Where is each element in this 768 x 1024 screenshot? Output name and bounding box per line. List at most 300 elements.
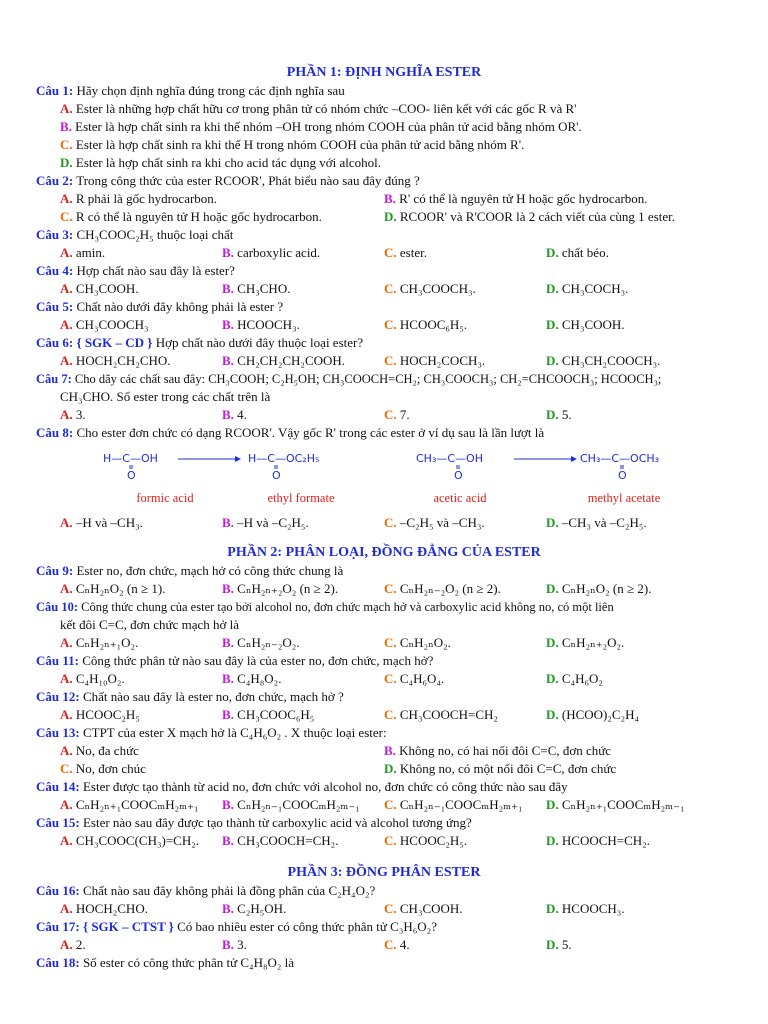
option-text: ester.: [396, 245, 427, 260]
option-text: C₄H₆O₂: [558, 671, 603, 686]
option-a: [60, 316, 222, 334]
question-text: Cho dãy các chất sau đây: CH₃COOH; C₂H₅OH; CH₃COOCH=CH₂; CH₃COOCH₃; CH₂=CHCOOCH₃; HCOOCH₃;: [71, 372, 662, 386]
option-b: [36, 118, 732, 136]
option-text: CₙH₂ₙ₋₂O₂.: [233, 635, 300, 650]
option-label: A.: [60, 191, 73, 206]
option-c: [384, 352, 546, 370]
question-number: Câu 14:: [36, 779, 80, 794]
option-text: (HCOO)₂C₂H₄: [558, 707, 640, 722]
option-label: D.: [546, 245, 559, 260]
option-d: [546, 670, 708, 688]
option-d: [546, 634, 708, 652]
option-text: R' có thể là nguyên tử H hoặc gốc hydrocarbon.: [395, 191, 648, 206]
option-label: B.: [222, 317, 234, 332]
arrow-head-icon: [235, 456, 241, 462]
acetate-reaction: [406, 442, 706, 514]
option-label: B.: [222, 515, 234, 530]
option-text: –CH₃ và –C₂H₅.: [558, 515, 647, 530]
option-label: C.: [384, 833, 397, 848]
option-text: C₄H₁₀O₂.: [72, 671, 125, 686]
option-c: [384, 832, 546, 850]
question-text: Số ester có công thức phân tử C₄H₈O₂ là: [79, 955, 295, 970]
option-b: [222, 634, 384, 652]
option-d: [546, 900, 708, 918]
option-a: [60, 706, 222, 724]
option-label: C.: [384, 281, 397, 296]
question-6: [36, 334, 732, 352]
options-row: [36, 634, 732, 652]
option-label: A.: [60, 937, 73, 952]
option-b: [222, 514, 384, 532]
option-text: CH₃COOC(CH₃)=CH₂.: [72, 833, 200, 848]
option-text: C₄H₈O₂.: [233, 671, 282, 686]
question-number: Câu 15:: [36, 815, 80, 830]
option-c: [384, 670, 546, 688]
question-text: CTPT của ester X mạch hở là C₄H₆O₂ . X thuộc loại ester:: [79, 725, 387, 740]
options-row: [36, 670, 732, 688]
option-text: CH₃COCH₃.: [558, 281, 629, 296]
options-row: [36, 280, 732, 298]
question-text: Hãy chọn định nghĩa đúng trong các định nghĩa sau: [73, 83, 345, 98]
question-number: Câu 9:: [36, 563, 74, 578]
option-b: [222, 352, 384, 370]
question-number: Câu 10:: [36, 600, 79, 614]
option-c: [384, 936, 546, 954]
option-label: A.: [60, 353, 73, 368]
option-text: HCOOC₂H₅: [72, 707, 140, 722]
question-10: [36, 598, 732, 616]
option-d: [546, 936, 708, 954]
option-label: C.: [384, 635, 397, 650]
options-row: [36, 208, 732, 226]
option-label: A.: [60, 317, 73, 332]
option-label: B.: [222, 833, 234, 848]
option-text: HCOOCH₃.: [558, 901, 625, 916]
option-text: 5.: [558, 937, 572, 952]
option-label: B.: [222, 797, 234, 812]
option-label: B.: [222, 281, 234, 296]
oxygen-label: O: [617, 469, 627, 482]
option-d: [546, 832, 708, 850]
option-text: Ester là hợp chất sinh ra khi thế nhóm –OH trong nhóm COOH của phân tử acid bằng nhóm OR'.: [71, 119, 582, 134]
ethyl-formate-name: ethyl formate: [267, 491, 334, 505]
option-b: [222, 670, 384, 688]
option-text: C₄H₆O₄.: [396, 671, 445, 686]
option-a: [60, 742, 384, 760]
option-text: 3.: [72, 407, 86, 422]
option-text: No, đơn chúc: [72, 761, 146, 776]
option-label: D.: [546, 901, 559, 916]
question-number: Câu 16:: [36, 883, 80, 898]
option-text: CₙH₂ₙ₋₁COOCₘH₂ₘ₋₁: [233, 797, 360, 812]
option-c: [60, 208, 384, 226]
question-4: [36, 262, 732, 280]
option-text: –H và –CH₃.: [72, 515, 143, 530]
oxygen-label: O: [271, 469, 281, 482]
section-title-1: PHẦN 1: ĐỊNH NGHĨA ESTER: [286, 65, 482, 80]
option-a: [60, 832, 222, 850]
option-label: C.: [384, 707, 397, 722]
option-d: [36, 154, 732, 172]
option-label: D.: [546, 581, 559, 596]
option-a: [60, 936, 222, 954]
option-a: [36, 100, 732, 118]
option-c: [384, 580, 546, 598]
option-label: B.: [222, 937, 234, 952]
option-text: CₙH₂ₙ₊₁COOCₘH₂ₘ₋₁: [558, 797, 685, 812]
option-label: C.: [60, 137, 73, 152]
option-label: D.: [546, 797, 559, 812]
question-12: [36, 688, 732, 706]
option-text: HCOOC₆H₅.: [396, 317, 468, 332]
option-d: [546, 406, 708, 424]
option-d: [384, 760, 708, 778]
option-label: C.: [384, 901, 397, 916]
option-text: HOCH₂CH₂CHO.: [72, 353, 171, 368]
option-c: [384, 706, 546, 724]
option-b: [222, 900, 384, 918]
option-label: A.: [60, 635, 73, 650]
option-text: CH₃COOH.: [558, 317, 625, 332]
option-text: Không no, có hai nối đôi C=C, đơn chức: [395, 743, 612, 758]
option-text: CH₃COOCH=CH₂: [396, 707, 498, 722]
option-text: HOCH₂CHO.: [72, 901, 148, 916]
question-17: [36, 918, 732, 936]
formate-reaction: [83, 442, 393, 514]
option-text: HOCH₂COCH₃.: [396, 353, 486, 368]
question-10-continued: kết đôi C=C, đơn chức mạch hở là: [60, 617, 240, 632]
question-number: Câu 7:: [36, 372, 72, 386]
question-1: [36, 82, 732, 100]
option-text: RCOOR' và R'COOR là 2 cách viết của cùng 1 ester.: [396, 209, 675, 224]
option-label: C.: [384, 317, 397, 332]
acetic-acid-name: acetic acid: [432, 491, 487, 505]
options-row: [36, 514, 732, 532]
question-text: Có bao nhiêu ester có công thức phân tử C₃H₆O₂?: [173, 919, 437, 934]
option-b: [222, 796, 384, 814]
options-row: [36, 580, 732, 598]
option-c: [384, 900, 546, 918]
option-b: [384, 190, 708, 208]
option-label: C.: [384, 581, 397, 596]
source-tag: { SGK – CD }: [73, 335, 153, 350]
question-number: Câu 13:: [36, 725, 80, 740]
option-b: [384, 742, 708, 760]
option-d: [546, 580, 708, 598]
option-text: 4.: [233, 407, 247, 422]
option-a: [60, 514, 222, 532]
option-d: [546, 316, 708, 334]
option-label: B.: [222, 901, 234, 916]
option-c: [384, 514, 546, 532]
option-a: [60, 670, 222, 688]
option-a: [60, 244, 222, 262]
option-text: C₂H₅OH.: [233, 901, 287, 916]
question-number: Câu 17:: [36, 919, 80, 934]
option-text: HCOOCH=CH₂.: [558, 833, 650, 848]
option-text: –C₂H₅ và –CH₃.: [396, 515, 485, 530]
options-row: [36, 760, 732, 778]
option-text: 5.: [558, 407, 572, 422]
option-text: R có thể là nguyên tử H hoặc gốc hydrocarbon.: [72, 209, 322, 224]
option-text: 3.: [233, 937, 247, 952]
option-text: CH₃CHO.: [233, 281, 291, 296]
option-d: [546, 352, 708, 370]
option-label: D.: [60, 155, 73, 170]
options-row: [36, 352, 732, 370]
option-label: D.: [546, 407, 559, 422]
option-b: [222, 244, 384, 262]
question-5: [36, 298, 732, 316]
option-label: D.: [384, 761, 397, 776]
source-tag: { SGK – CTST }: [79, 919, 174, 934]
question-number: Câu 8:: [36, 425, 74, 440]
question-15: [36, 814, 732, 832]
option-text: CH₃COOH.: [72, 281, 139, 296]
option-text: CH₃COOC₆H₅: [233, 707, 315, 722]
option-text: CH₂CH₂CH₂COOH.: [233, 353, 346, 368]
options-row: [36, 406, 732, 424]
question-number: Câu 5:: [36, 299, 74, 314]
option-label: A.: [60, 515, 73, 530]
question-number: Câu 11:: [36, 653, 79, 668]
option-text: HCOOC₂H₅.: [396, 833, 468, 848]
option-a: [60, 406, 222, 424]
option-label: D.: [546, 707, 559, 722]
option-a: [60, 580, 222, 598]
section-title-2: PHẦN 2: PHÂN LOẠI, ĐỒNG ĐẲNG CỦA ESTER: [227, 545, 541, 560]
question-number: Câu 4:: [36, 263, 74, 278]
option-b: [222, 706, 384, 724]
option-b: [222, 316, 384, 334]
option-text: 2.: [72, 937, 86, 952]
option-label: B.: [222, 671, 234, 686]
options-row: [36, 796, 732, 814]
question-number: Câu 6:: [36, 335, 74, 350]
option-d: [384, 208, 708, 226]
option-label: A.: [60, 901, 73, 916]
section-title-3: PHẦN 3: ĐỒNG PHÂN ESTER: [287, 865, 481, 880]
option-text: CₙH₂ₙ₋₂O₂ (n ≥ 2).: [396, 581, 501, 596]
option-d: [546, 706, 708, 724]
question-text: Ester no, đơn chức, mạch hở có công thức chung là: [73, 563, 344, 578]
option-text: R phải là gốc hydrocarbon.: [72, 191, 218, 206]
methyl-acetate-name: methyl acetate: [587, 491, 660, 505]
option-label: A.: [60, 407, 73, 422]
question-text: CH₃COOC₂H₅ thuộc loại chất: [73, 227, 234, 242]
option-label: A.: [60, 797, 73, 812]
option-label: B.: [384, 191, 396, 206]
question-number: Câu 3:: [36, 227, 74, 242]
option-text: CₙH₂ₙ₊₂O₂.: [558, 635, 625, 650]
option-b: [222, 832, 384, 850]
oxygen-label: O: [453, 469, 463, 482]
options-row: [36, 190, 732, 208]
option-label: D.: [546, 515, 559, 530]
question-number: Câu 18:: [36, 955, 80, 970]
option-text: CH₃COOH.: [396, 901, 463, 916]
question-text: Ester được tạo thành từ acid no, đơn chức với alcohol no, đơn chức có công thức nào sau đây: [79, 779, 568, 794]
question-7: [36, 370, 732, 388]
question-text: Hợp chất nào sau đây là ester?: [73, 263, 235, 278]
question-11: [36, 652, 732, 670]
option-label: C.: [384, 245, 397, 260]
question-text: Công thức phân tử nào sau đây là của ester no, đơn chức, mạch hở?: [78, 653, 434, 668]
option-label: B.: [222, 245, 234, 260]
question-text: Chất nào sau đây không phải là đồng phân của C₂H₄O₂?: [79, 883, 376, 898]
question-text: Cho ester đơn chức có dạng RCOOR'. Vậy gốc R' trong các ester ở ví dụ sau là lần lượt là: [73, 425, 545, 440]
option-label: B.: [222, 581, 234, 596]
option-label: A.: [60, 245, 73, 260]
question-number: Câu 2:: [36, 173, 74, 188]
option-a: [60, 190, 384, 208]
option-c: [36, 136, 732, 154]
option-label: C.: [384, 797, 397, 812]
option-label: C.: [60, 209, 73, 224]
option-text: CH₃COOCH₃.: [396, 281, 476, 296]
option-label: A.: [60, 281, 73, 296]
options-row: [36, 244, 732, 262]
options-row: [36, 832, 732, 850]
question-18: [36, 954, 732, 972]
ethyl-formate-formula: H—C—OC₂H₅: [247, 452, 319, 465]
option-a: [60, 280, 222, 298]
option-text: CH₃CH₂COOCH₃.: [558, 353, 661, 368]
question-number: Câu 1:: [36, 83, 74, 98]
option-label: D.: [546, 635, 559, 650]
question-text: Hợp chất nào dưới đây thuộc loại ester?: [152, 335, 364, 350]
question-3: [36, 226, 732, 244]
option-b: [222, 406, 384, 424]
option-d: [546, 244, 708, 262]
options-row: [36, 742, 732, 760]
ester-examples-figure: [36, 442, 732, 514]
option-label: D.: [546, 937, 559, 952]
question-13: [36, 724, 732, 742]
options-row: [36, 900, 732, 918]
option-label: C.: [60, 761, 73, 776]
question-text: Công thức chung của ester tạo bởi alcohol no, đơn chức mạch hở và carboxylic acid không no, có một liên: [78, 600, 614, 614]
option-c: [384, 796, 546, 814]
option-b: [222, 936, 384, 954]
option-label: A.: [60, 833, 73, 848]
option-label: D.: [546, 671, 559, 686]
question-2: [36, 172, 732, 190]
option-text: CₙH₂ₙ₊₁O₂.: [72, 635, 139, 650]
question-number: Câu 12:: [36, 689, 80, 704]
oxygen-label: O: [126, 469, 136, 482]
option-d: [546, 796, 708, 814]
option-text: Ester là hợp chất sinh ra khi cho acid tác dụng với alcohol.: [72, 155, 381, 170]
option-text: CₙH₂ₙ₊₁COOCₘH₂ₘ₊₁: [72, 797, 199, 812]
option-label: A.: [60, 101, 73, 116]
option-c: [384, 316, 546, 334]
option-text: CₙH₂ₙ₊₂O₂ (n ≥ 2).: [233, 581, 339, 596]
option-label: C.: [384, 353, 397, 368]
option-d: [546, 280, 708, 298]
option-text: CₙH₂ₙO₂ (n ≥ 1).: [72, 581, 166, 596]
option-text: HCOOCH₃.: [233, 317, 300, 332]
option-c: [384, 244, 546, 262]
option-label: B.: [384, 743, 396, 758]
option-text: amin.: [72, 245, 106, 260]
option-label: B.: [222, 707, 234, 722]
option-text: Không no, có một nối đôi C=C, đơn chức: [396, 761, 617, 776]
question-16: [36, 882, 732, 900]
option-label: B.: [222, 635, 234, 650]
option-label: A.: [60, 671, 73, 686]
option-label: C.: [384, 937, 397, 952]
option-label: A.: [60, 581, 73, 596]
option-text: Ester là hợp chất sinh ra khi thế H trong nhóm COOH của phân tử acid bằng nhóm R'.: [72, 137, 525, 152]
option-label: A.: [60, 707, 73, 722]
option-text: 7.: [396, 407, 410, 422]
option-text: CH₃COOCH=CH₂.: [233, 833, 339, 848]
option-text: –H và –C₂H₅.: [233, 515, 309, 530]
option-text: CH₃COOCH₃: [72, 317, 149, 332]
option-text: No, đa chức: [72, 743, 139, 758]
option-label: D.: [546, 353, 559, 368]
question-text: Trong công thức của ester RCOOR', Phát biểu nào sau đây đúng ?: [73, 173, 420, 188]
option-label: C.: [384, 515, 397, 530]
formic-acid-formula: H—C—OH: [102, 452, 158, 465]
option-label: B.: [60, 119, 72, 134]
option-d: [546, 514, 708, 532]
option-text: Ester là những hợp chất hữu cơ trong phân tử có nhóm chức –COO- liên kết với các gốc R và R': [72, 101, 577, 116]
option-label: A.: [60, 743, 73, 758]
option-text: CₙH₂ₙ₋₁COOCₘH₂ₘ₊₁: [396, 797, 523, 812]
option-c: [384, 280, 546, 298]
option-a: [60, 352, 222, 370]
option-b: [222, 280, 384, 298]
question-14: [36, 778, 732, 796]
question-7-continued: CH₃CHO. Số ester trong các chất trên là: [60, 389, 271, 404]
options-row: [36, 936, 732, 954]
acetic-acid-formula: CH₃—C—OH: [415, 452, 483, 465]
option-label: D.: [546, 833, 559, 848]
option-label: B.: [222, 353, 234, 368]
question-text: Chất nào dưới đây không phải là ester ?: [73, 299, 284, 314]
option-a: [60, 634, 222, 652]
option-text: CₙH₂ₙO₂ (n ≥ 2).: [558, 581, 652, 596]
question-text: Ester nào sau đây được tạo thành từ carboxylic acid và alcohol tương ứng?: [79, 815, 472, 830]
option-a: [60, 900, 222, 918]
question-text: Chất nào sau đây là ester no, đơn chức, mạch hở ?: [79, 689, 344, 704]
option-a: [60, 796, 222, 814]
arrow-head-icon: [571, 456, 577, 462]
option-text: 4.: [396, 937, 410, 952]
option-text: carboxylic acid.: [233, 245, 321, 260]
option-text: chất béo.: [558, 245, 609, 260]
option-text: CₙH₂ₙO₂.: [396, 635, 451, 650]
option-c: [384, 406, 546, 424]
option-label: C.: [384, 671, 397, 686]
option-label: D.: [384, 209, 397, 224]
option-c: [60, 760, 384, 778]
methyl-acetate-formula: CH₃—C—OCH₃: [579, 452, 659, 465]
option-label: D.: [546, 281, 559, 296]
question-8: [36, 424, 732, 442]
option-label: D.: [546, 317, 559, 332]
option-label: C.: [384, 407, 397, 422]
option-b: [222, 580, 384, 598]
options-row: [36, 316, 732, 334]
formic-acid-name: formic acid: [135, 491, 194, 505]
option-c: [384, 634, 546, 652]
options-row: [36, 706, 732, 724]
option-label: B.: [222, 407, 234, 422]
question-9: [36, 562, 732, 580]
